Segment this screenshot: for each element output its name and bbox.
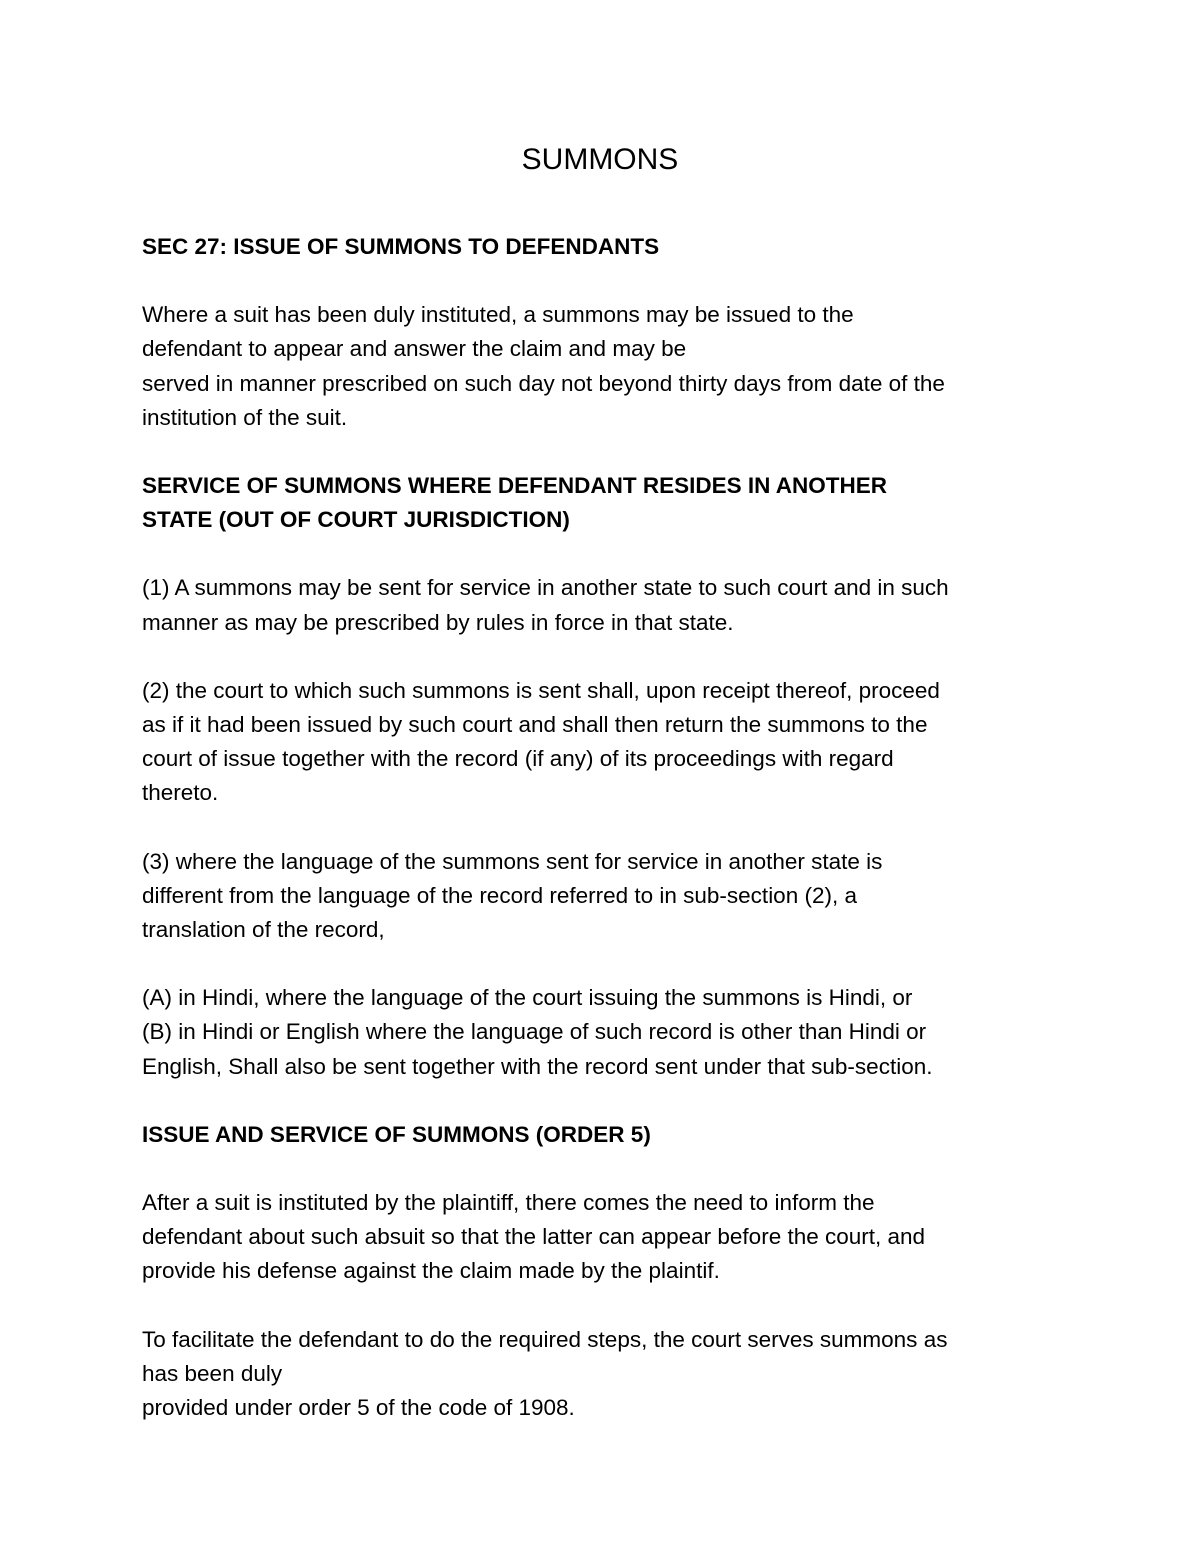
text-line: translation of the record, — [142, 917, 385, 943]
text-line: After a suit is instituted by the plaintiff, there comes the need to inform the — [142, 1190, 875, 1216]
paragraph — [142, 674, 1072, 811]
text-line: Where a suit has been duly instituted, a summons may be issued to the — [142, 302, 854, 328]
paragraph — [142, 571, 1072, 639]
section-heading-service-another-state — [142, 469, 1072, 537]
text-line: provide his defense against the claim made by the plaintif. — [142, 1258, 720, 1284]
text-line: as if it had been issued by such court and shall then return the summons to the — [142, 712, 928, 738]
heading-line: ISSUE AND SERVICE OF SUMMONS (ORDER 5) — [142, 1121, 651, 1147]
text-line: has been duly — [142, 1360, 283, 1386]
section-heading-sec-27 — [142, 230, 1072, 264]
document-content — [142, 140, 1072, 1425]
text-line: (B) in Hindi or English where the language of such record is other than Hindi or — [142, 1019, 927, 1045]
text-line: provided under order 5 of the code of 1908. — [142, 1395, 575, 1421]
paragraph — [142, 1323, 1072, 1426]
text-line: different from the language of the record referred to in sub-section (2), a — [142, 882, 857, 908]
document-title: SUMMONS — [521, 143, 679, 176]
text-line: thereto. — [142, 780, 219, 806]
heading-line: SERVICE OF SUMMONS WHERE DEFENDANT RESIDES IN ANOTHER — [142, 473, 888, 499]
text-line: defendant to appear and answer the claim and may be — [142, 336, 687, 362]
text-line: institution of the suit. — [142, 404, 348, 430]
text-line: court of issue together with the record (if any) of its proceedings with regard — [142, 746, 894, 772]
paragraph — [142, 1186, 1072, 1289]
text-line: (A) in Hindi, where the language of the court issuing the summons is Hindi, or — [142, 985, 913, 1011]
heading-line: STATE (OUT OF COURT JURISDICTION) — [142, 507, 570, 533]
text-line: To facilitate the defendant to do the required steps, the court serves summons as — [142, 1326, 948, 1352]
paragraph — [142, 981, 1072, 1084]
text-line: (1) A summons may be sent for service in another state to such court and in such — [142, 575, 949, 601]
text-line: English, Shall also be sent together with the record sent under that sub-section. — [142, 1053, 933, 1079]
paragraph — [142, 298, 1072, 435]
heading-line: SEC 27: ISSUE OF SUMMONS TO DEFENDANTS — [142, 234, 660, 259]
text-line: defendant about such absuit so that the latter can appear before the court, and — [142, 1224, 926, 1250]
text-line: served in manner prescribed on such day not beyond thirty days from date of the — [142, 370, 945, 396]
text-line: manner as may be prescribed by rules in force in that state. — [142, 609, 734, 635]
paragraph — [142, 845, 1072, 948]
section-heading-order-5 — [142, 1118, 1072, 1152]
text-line: (3) where the language of the summons sent for service in another state is — [142, 848, 883, 874]
text-line: (2) the court to which such summons is sent shall, upon receipt thereof, proceed — [142, 677, 940, 703]
